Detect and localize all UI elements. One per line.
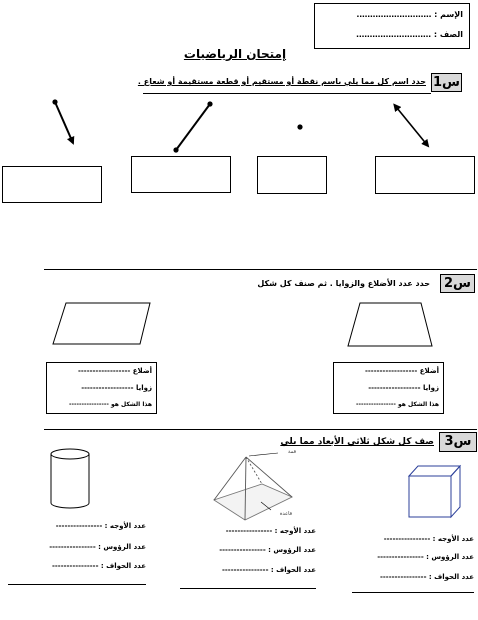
vertices-field[interactable]: ---------------- <box>49 543 96 551</box>
edges-label: عدد الحواف : <box>428 573 474 581</box>
edges-field[interactable]: ---------------- <box>51 562 99 570</box>
type-field[interactable]: ---------------- <box>356 401 396 408</box>
angles-label: زوايا <box>135 384 152 392</box>
sides-label: أضلاع <box>419 367 439 375</box>
edges-field[interactable]: ---------------- <box>221 566 269 574</box>
pyramid-vertices-row <box>206 546 316 554</box>
cylinder-faces-row <box>36 522 146 530</box>
vertices-field[interactable]: ---------------- <box>377 553 424 561</box>
type-label: هذا الشكل هو <box>110 401 152 408</box>
question-3-instruction: صف كل شكل ثلاثي الأبعاد مما يلي <box>280 437 434 447</box>
name-label: الإسم : <box>434 10 463 19</box>
name-field[interactable]: ………………………. <box>356 10 432 19</box>
angles-field[interactable]: ------------------ <box>368 384 421 392</box>
cube-vertices-row <box>362 553 474 561</box>
edges-field[interactable]: ---------------- <box>379 573 427 581</box>
cylinder-edges-row <box>36 562 146 570</box>
vertices-label: عدد الرؤوس : <box>268 546 316 554</box>
faces-field[interactable]: ---------------- <box>383 535 431 543</box>
cylinder-shape <box>51 449 89 508</box>
sides-field[interactable]: ------------------ <box>78 367 131 375</box>
faces-field[interactable]: ---------------- <box>225 527 273 535</box>
pyramid-top-label: قمة <box>288 449 296 455</box>
question-3-tag: س3 <box>439 432 477 452</box>
cube-edges-row <box>362 573 474 581</box>
edges-label: عدد الحواف : <box>270 566 316 574</box>
cylinder-vertices-row <box>36 543 146 551</box>
pyramid-bottom-rule <box>180 588 316 589</box>
faces-field[interactable]: ---------------- <box>55 522 103 530</box>
cube-shape <box>409 466 460 517</box>
question-2-tag: س2 <box>440 274 475 293</box>
vertices-label: عدد الرؤوس : <box>426 553 474 561</box>
type-field[interactable]: ---------------- <box>69 401 109 408</box>
question-1-instruction: حدد اسم كل مما يلي باسم نقطة أو مستقيم أو قطعة مستقيمة أو شعاع . <box>137 77 426 86</box>
angles-label: زوايا <box>422 384 439 392</box>
edges-label: عدد الحواف : <box>100 562 146 570</box>
angles-field[interactable]: ------------------ <box>81 384 134 392</box>
question-1-tag: س1 <box>433 75 460 90</box>
cube-bottom-rule <box>352 592 474 593</box>
pyramid-faces-row <box>206 527 316 535</box>
vertices-label: عدد الرؤوس : <box>98 543 146 551</box>
page-title: إمتحان الرياضيات <box>183 47 287 61</box>
faces-label: عدد الأوجه : <box>104 522 146 530</box>
class-label: الصف : <box>433 30 463 39</box>
sides-label: أضلاع <box>132 367 152 375</box>
sides-field[interactable]: ------------------ <box>365 367 418 375</box>
pyramid-base-label: قاعدة <box>279 511 292 517</box>
cube-faces-row <box>362 535 474 543</box>
faces-label: عدد الأوجه : <box>432 535 474 543</box>
pyramid-edges-row <box>206 566 316 574</box>
faces-label: عدد الأوجه : <box>274 527 316 535</box>
class-field[interactable]: ………………………. <box>356 30 432 39</box>
type-label: هذا الشكل هو <box>397 401 439 408</box>
question-2-instruction: حدد عدد الأضلاع والزوايا . ثم صنف كل شكل <box>257 279 430 288</box>
pyramid-shape <box>214 453 292 520</box>
cylinder-bottom-rule <box>8 584 146 585</box>
vertices-field[interactable]: ---------------- <box>219 546 266 554</box>
